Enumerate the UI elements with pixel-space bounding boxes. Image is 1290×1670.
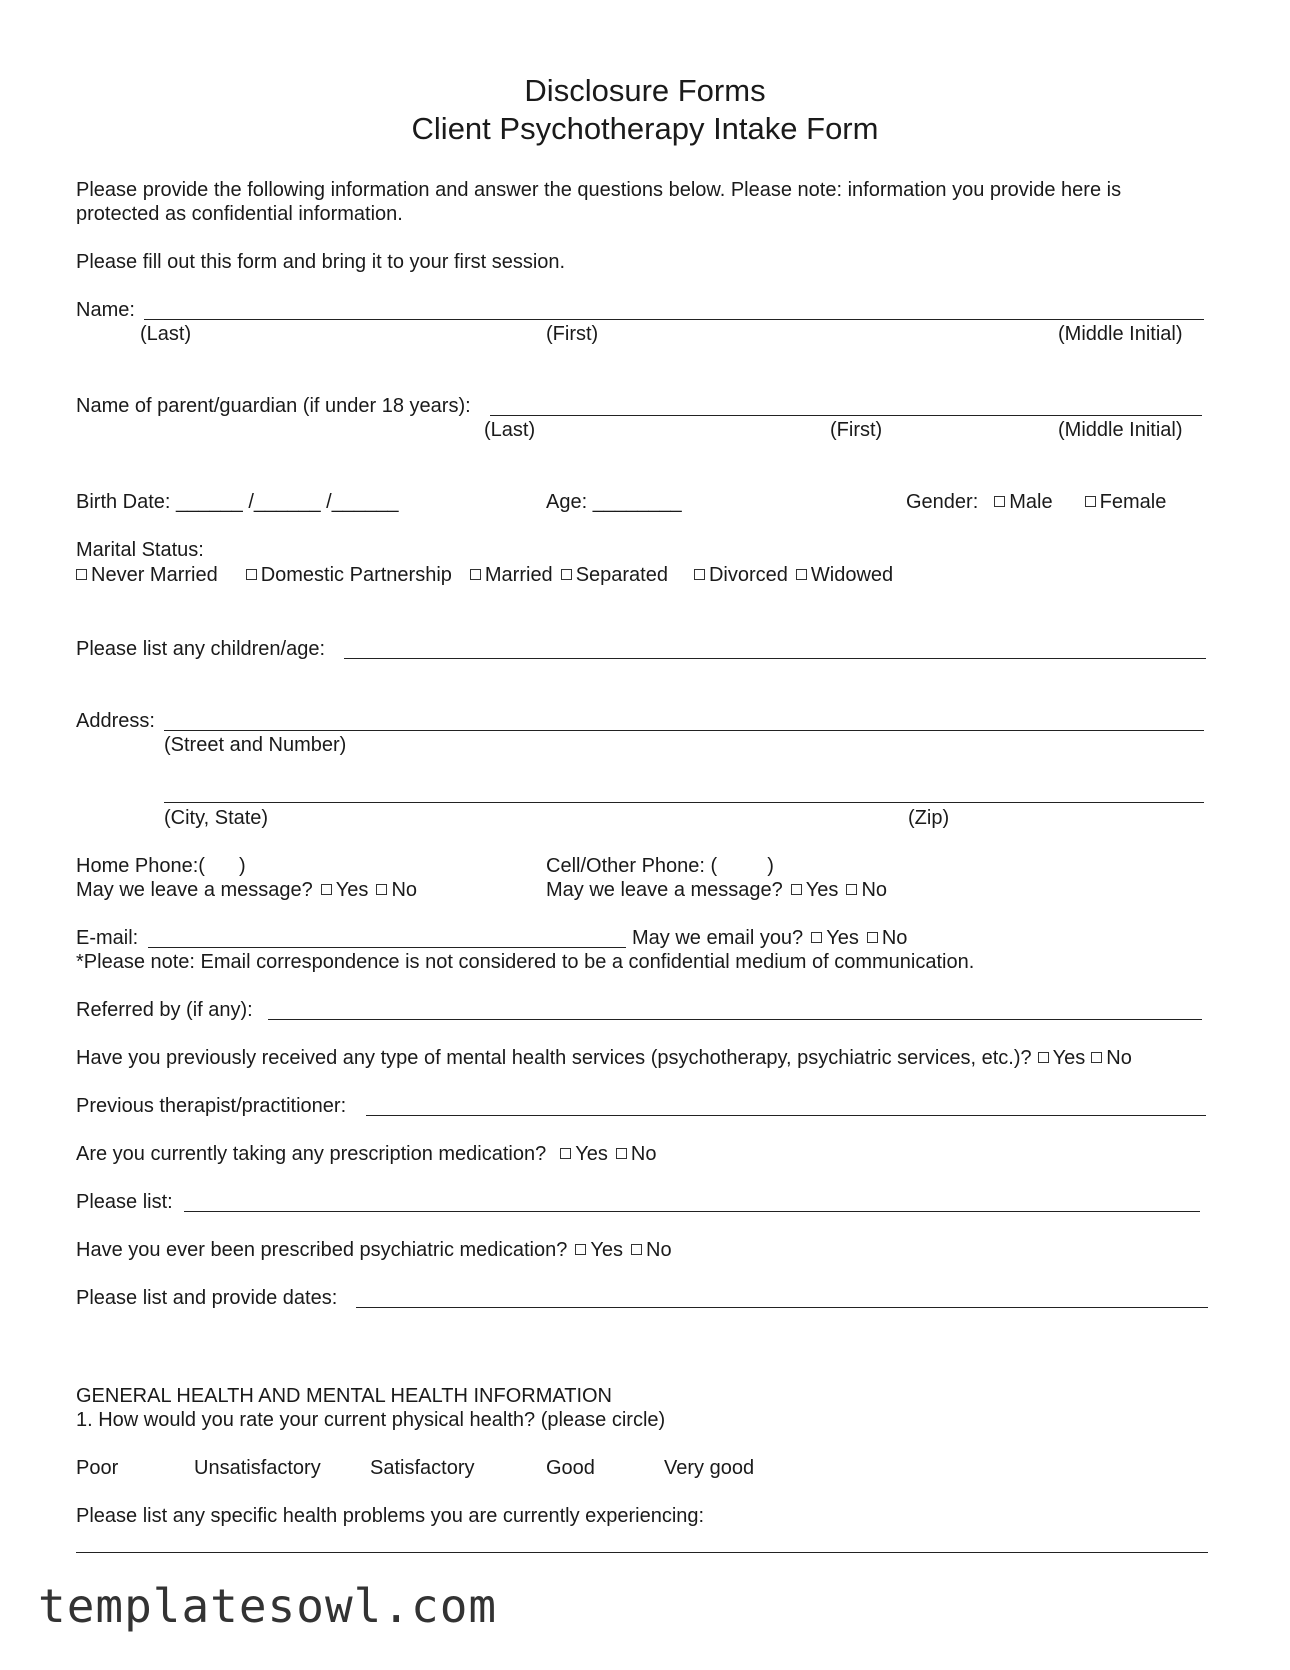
checkbox-icon[interactable] (994, 496, 1005, 507)
checkbox-icon[interactable] (1091, 1052, 1102, 1063)
name-label: Name: (76, 299, 135, 321)
gender-male-option[interactable]: Male (992, 490, 1052, 514)
previous-services-no[interactable]: No (1089, 1046, 1132, 1070)
zip-caption: (Zip) (908, 807, 950, 829)
psychiatric-medication-question: Have you ever been prescribed psychiatric medication? Yes No (76, 1239, 672, 1261)
checkbox-icon[interactable] (616, 1148, 627, 1159)
email-label: E-mail: (76, 927, 139, 949)
checkbox-icon[interactable] (846, 884, 857, 895)
medication-list-field[interactable] (184, 1211, 1200, 1212)
gender-group (906, 490, 1166, 514)
checkbox-icon[interactable] (76, 569, 87, 580)
rating-unsatisfactory[interactable]: Unsatisfactory (194, 1457, 321, 1479)
cell-phone-message: May we leave a message? Yes No (546, 879, 888, 901)
checkbox-icon[interactable] (796, 569, 807, 580)
gender-female-option[interactable]: Female (1083, 490, 1167, 514)
instruction-text: Please fill out this form and bring it to your first session. (76, 251, 566, 273)
form-title-line2: Client Psychotherapy Intake Form (411, 111, 879, 146)
marital-married[interactable]: Married (468, 563, 553, 587)
checkbox-icon[interactable] (560, 1148, 571, 1159)
home-phone-message: May we leave a message? Yes No (76, 879, 418, 901)
address-street-field[interactable] (164, 730, 1204, 731)
checkbox-icon[interactable] (575, 1244, 586, 1255)
medication-no[interactable]: No (614, 1142, 657, 1166)
psych-med-no[interactable]: No (629, 1238, 672, 1262)
children-label: Please list any children/age: (76, 638, 326, 660)
rating-very-good[interactable]: Very good (664, 1457, 755, 1479)
checkbox-icon[interactable] (470, 569, 481, 580)
intro-line2: protected as confidential information. (76, 203, 403, 225)
email-no[interactable]: No (865, 926, 908, 950)
health-problems-field[interactable] (76, 1552, 1208, 1553)
referred-label: Referred by (if any): (76, 999, 253, 1021)
marital-status-label: Marital Status: (76, 539, 204, 561)
email-note: *Please note: Email correspondence is not considered to be a confidential medium of communication. (76, 951, 975, 973)
checkbox-icon[interactable] (561, 569, 572, 580)
checkbox-icon[interactable] (811, 932, 822, 943)
checkbox-icon[interactable] (1038, 1052, 1049, 1063)
rating-poor[interactable]: Poor (76, 1457, 119, 1479)
checkbox-icon[interactable] (1085, 496, 1096, 507)
address-label: Address: (76, 710, 155, 732)
checkbox-icon[interactable] (867, 932, 878, 943)
name-first-caption: (First) (546, 323, 599, 345)
previous-therapist-label: Previous therapist/practitioner: (76, 1095, 347, 1117)
guardian-field[interactable] (490, 415, 1202, 416)
rating-good[interactable]: Good (546, 1457, 595, 1479)
email-field[interactable] (148, 947, 626, 948)
marital-divorced[interactable]: Divorced (692, 563, 788, 587)
medication-list-label: Please list: (76, 1191, 173, 1213)
previous-services-question: Have you previously received any type of mental health services (psychotherapy, psychiatric services, etc.)? Yes No (76, 1047, 1132, 1069)
checkbox-icon[interactable] (791, 884, 802, 895)
city-caption: (City, State) (164, 807, 269, 829)
home-message-no[interactable]: No (374, 878, 417, 902)
name-last-caption: (Last) (140, 323, 192, 345)
address-city-field[interactable] (164, 802, 1204, 803)
psychiatric-list-label: Please list and provide dates: (76, 1287, 338, 1309)
marital-separated[interactable]: Separated (559, 563, 668, 587)
rating-satisfactory[interactable]: Satisfactory (370, 1457, 475, 1479)
guardian-first-caption: (First) (830, 419, 883, 441)
guardian-last-caption: (Last) (484, 419, 536, 441)
marital-domestic-partnership[interactable]: Domestic Partnership (244, 563, 452, 587)
guardian-label: Name of parent/guardian (if under 18 years): (76, 395, 471, 417)
guardian-middle-caption: (Middle Initial) (1058, 419, 1183, 441)
form-title-line1: Disclosure Forms (524, 73, 766, 108)
general-health-heading: GENERAL HEALTH AND MENTAL HEALTH INFORMATION (76, 1385, 612, 1407)
psych-med-yes[interactable]: Yes (573, 1238, 623, 1262)
name-middle-caption: (Middle Initial) (1058, 323, 1183, 345)
gender-label: Gender: (906, 491, 979, 513)
checkbox-icon[interactable] (321, 884, 332, 895)
street-caption: (Street and Number) (164, 734, 347, 756)
email-permission: May we email you? Yes No (632, 927, 908, 949)
checkbox-icon[interactable] (631, 1244, 642, 1255)
cell-message-no[interactable]: No (844, 878, 887, 902)
marital-widowed[interactable]: Widowed (794, 563, 893, 587)
checkbox-icon[interactable] (376, 884, 387, 895)
children-field[interactable] (344, 658, 1206, 659)
age-field[interactable]: Age: ________ (546, 491, 682, 513)
referred-field[interactable] (268, 1019, 1202, 1020)
medication-yes[interactable]: Yes (558, 1142, 608, 1166)
marital-status-options (74, 563, 893, 587)
cell-message-yes[interactable]: Yes (789, 878, 839, 902)
watermark: templatesowl.com (38, 1579, 498, 1633)
previous-services-yes[interactable]: Yes (1036, 1046, 1086, 1070)
birth-date-field[interactable]: Birth Date: ______ /______ /______ (76, 491, 399, 513)
psychiatric-list-field[interactable] (356, 1307, 1208, 1308)
checkbox-icon[interactable] (694, 569, 705, 580)
marital-never-married[interactable]: Never Married (74, 563, 218, 587)
checkbox-icon[interactable] (246, 569, 257, 580)
home-message-yes[interactable]: Yes (319, 878, 369, 902)
medication-question: Are you currently taking any prescription medication? Yes No (76, 1143, 657, 1165)
health-problems-label: Please list any specific health problems you are currently experiencing: (76, 1505, 705, 1527)
cell-phone-field[interactable]: Cell/Other Phone: ( ) (546, 855, 774, 877)
intro-line1: Please provide the following information and answer the questions below. Please note: information you provide here is (76, 179, 1122, 201)
home-phone-field[interactable]: Home Phone:( ) (76, 855, 246, 877)
previous-therapist-field[interactable] (366, 1115, 1206, 1116)
physical-health-question: 1. How would you rate your current physical health? (please circle) (76, 1409, 666, 1431)
email-yes[interactable]: Yes (809, 926, 859, 950)
name-field[interactable] (144, 319, 1204, 320)
